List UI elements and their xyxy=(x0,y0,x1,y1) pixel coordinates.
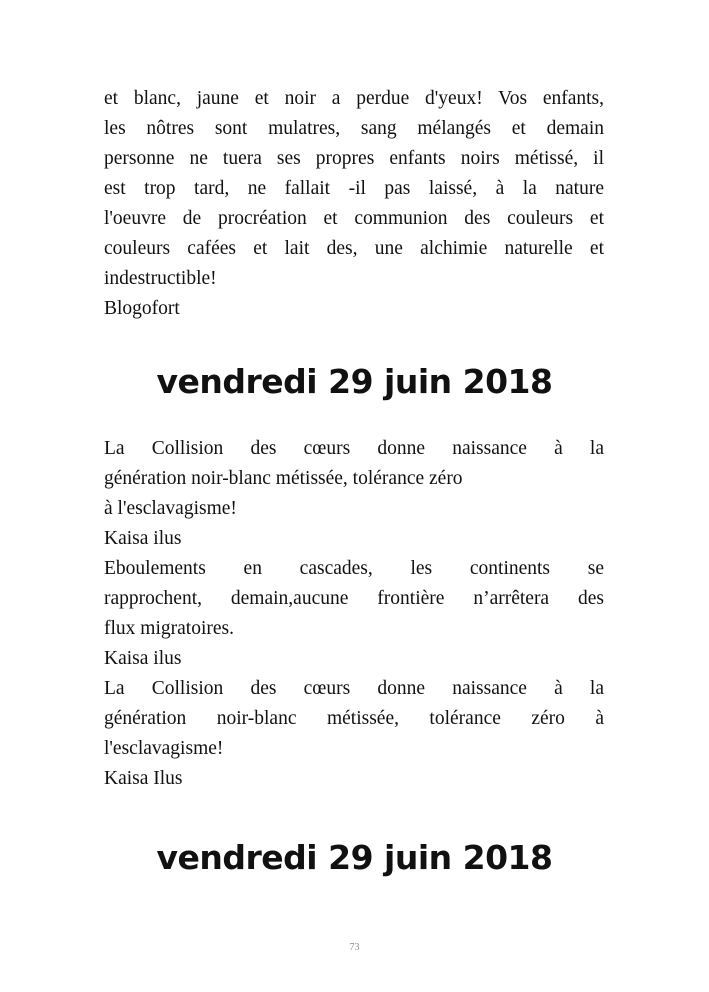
text-line: génération noir-blanc métissée, tolérance zéro xyxy=(104,468,463,489)
text-line: à l'esclavagisme! xyxy=(104,498,237,519)
text-line: La Collision des cœurs donne naissance à la xyxy=(104,438,604,459)
signature: Kaisa Ilus xyxy=(104,768,183,789)
text-line: personne ne tuera ses propres enfants noirs métissé, il xyxy=(104,148,604,169)
text-line: les nôtres sont mulatres, sang mélangés et demain xyxy=(104,118,604,139)
text-line: génération noir-blanc métissée, tolérance zéro à xyxy=(104,708,604,729)
text-line: indestructible! xyxy=(104,268,217,289)
page-number: 73 xyxy=(349,942,360,953)
signature: Kaisa ilus xyxy=(104,528,182,549)
text-line: l'oeuvre de procréation et communion des couleurs et xyxy=(104,208,604,229)
post-date-heading: vendredi 29 juin 2018 xyxy=(156,838,553,877)
text-line: flux migratoires. xyxy=(104,618,234,639)
signature: Kaisa ilus xyxy=(104,648,182,669)
post-date-heading: vendredi 29 juin 2018 xyxy=(156,362,553,401)
text-block-2 xyxy=(104,434,604,794)
text-line: La Collision des cœurs donne naissance à la xyxy=(104,678,604,699)
text-line: Eboulements en cascades, les continents se xyxy=(104,558,604,579)
text-line: est trop tard, ne fallait -il pas laissé, à la nature xyxy=(104,178,604,199)
text-line: rapprochent, demain,aucune frontière n’arrêtera des xyxy=(104,588,604,609)
text-block-1 xyxy=(104,84,604,324)
text-line: l'esclavagisme! xyxy=(104,738,224,759)
signature: Blogofort xyxy=(104,298,180,319)
text-line: couleurs cafées et lait des, une alchimie naturelle et xyxy=(104,238,604,259)
text-line: et blanc, jaune et noir a perdue d'yeux! Vos enfants, xyxy=(104,88,604,109)
